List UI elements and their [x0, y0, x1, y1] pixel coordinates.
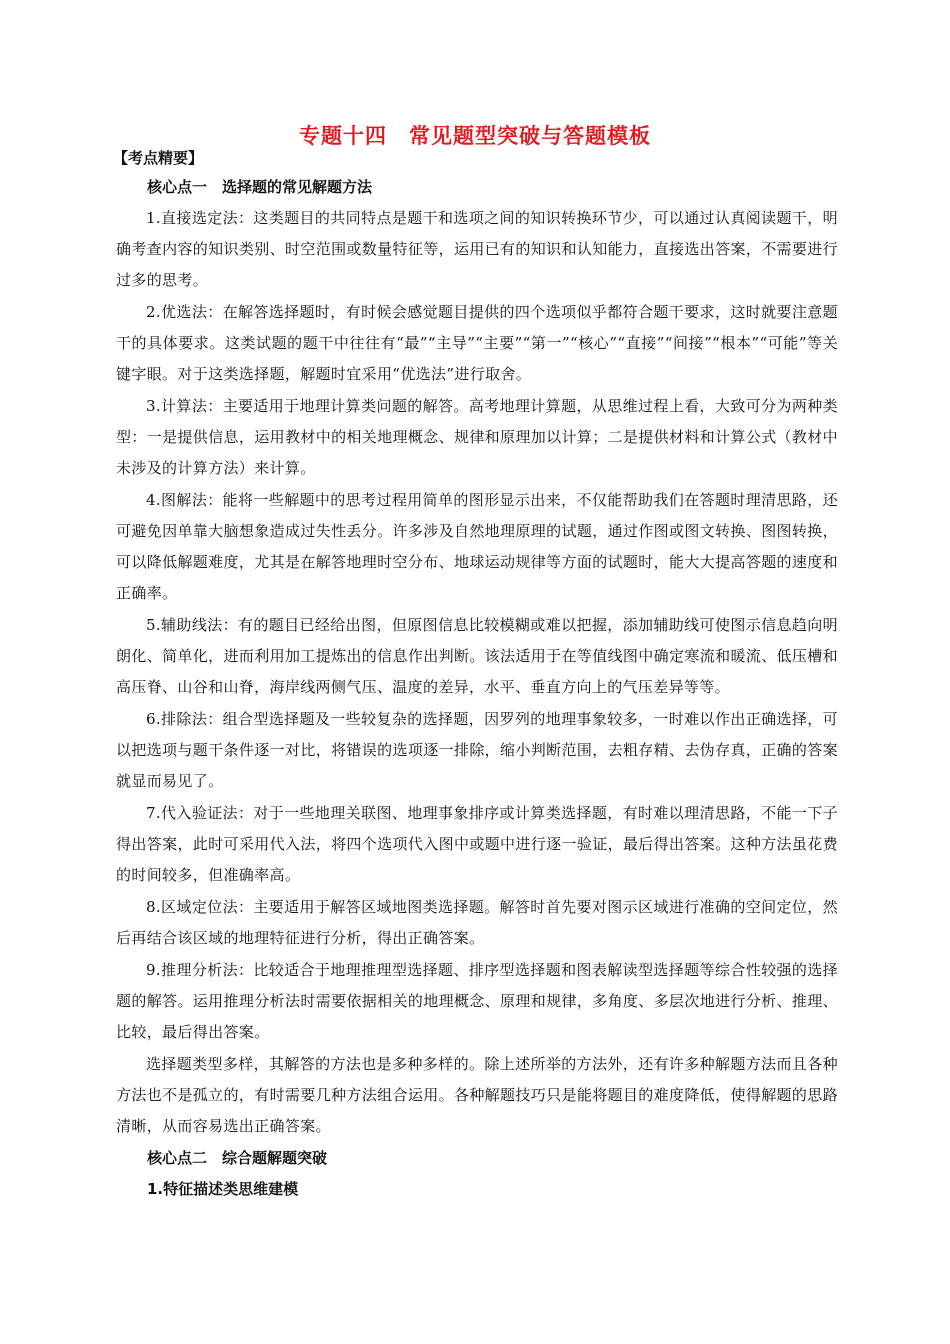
paragraph-selection-method: 2.优选法：在解答选择题时，有时候会感觉题目提供的四个选项似乎都符合题干要求，这时就要注意题干的具体要求。这类试题的题干中往往有“最”“主导”“主要”“第一”“核心”“直接”“间接”“根本”“可能”等关键字眼。对于这类选择题，解题时宜采用“优选法”进行取舍。 [116, 303, 838, 383]
paragraph-elimination-method: 6.排除法：组合型选择题及一些较复杂的选择题，因罗列的地理事象较多，一时难以作出正确选择，可以把选项与题干条件逐一对比，将错误的选项逐一排除，缩小判断范围，去粗存精、去伪存真，正确的答案就显而易见了。 [116, 710, 838, 790]
paragraph-regional-location-method: 8.区域定位法：主要适用于解答区域地图类选择题。解答时首先要对图示区域进行准确的空间定位，然后再结合该区域的地理特征进行分析，得出正确答案。 [116, 898, 838, 947]
page-title: 专题十四 常见题型突破与答题模板 [299, 124, 651, 148]
paragraph-calculation-method: 3.计算法：主要适用于地理计算类问题的解答。高考地理计算题，从思维过程上看，大致可分为两种类型：一是提供信息，运用教材中的相关地理概念、规律和原理加以计算；二是提供材料和计算公式（教材中未涉及的计算方法）来计算。 [116, 397, 838, 477]
paragraph-summary: 选择题类型多样，其解答的方法也是多种多样的。除上述所举的方法外，还有许多种解题方法而且各种方法也不是孤立的，有时需要几种方法组合运用。各种解题技巧只是能将题目的难度降低，使得解题的思路清晰，从而容易选出正确答案。 [116, 1055, 838, 1135]
core-heading-1: 核心点一 选择题的常见解题方法 [147, 178, 373, 196]
paragraph-reasoning-method: 9.推理分析法：比较适合于地理推理型选择题、排序型选择题和图表解读型选择题等综合性较强的选择题的解答。运用推理分析法时需要依据相关的地理概念、原理和规律，多角度、多层次地进行分析、推理、比较，最后得出答案。 [116, 961, 838, 1041]
paragraph-auxiliary-line-method: 5.辅助线法：有的题目已经给出图，但原图信息比较模糊或难以把握，添加辅助线可使图示信息趋向明朗化、简单化，进而利用加工提炼出的信息作出判断。该法适用于在等值线图中确定寒流和暖流、低压槽和高压脊、山谷和山脊，海岸线两侧气压、温度的差异，水平、垂直方向上的气压差异等等。 [116, 616, 838, 696]
paragraph-substitution-method: 7.代入验证法：对于一些地理关联图、地理事象排序或计算类选择题，有时难以理清思路，不能一下子得出答案，此时可采用代入法，将四个选项代入图中或题中进行逐一验证，最后得出答案。这种方法虽花费的时间较多，但准确率高。 [116, 804, 838, 884]
paragraph-diagram-method: 4.图解法：能将一些解题中的思考过程用简单的图形显示出来，不仅能帮助我们在答题时理清思路，还可避免因单靠大脑想象造成过失性丢分。许多涉及自然地理原理的试题，通过作图或图文转换、图图转换，可以降低解题难度，尤其是在解答地理时空分布、地球运动规律等方面的试题时，能大大提高答题的速度和正确率。 [116, 491, 838, 602]
subheading-feature-description: 1.特征描述类思维建模 [147, 1180, 299, 1198]
paragraph-direct-method: 1.直接选定法：这类题目的共同特点是题干和选项之间的知识转换环节少，可以通过认真阅读题干，明确考查内容的知识类别、时空范围或数量特征等，运用已有的知识和认知能力，直接选出答案，不需要进行过多的思考。 [116, 209, 838, 289]
document-body [116, 172, 838, 1205]
core-heading-2: 核心点二 综合题解题突破 [147, 1149, 328, 1167]
section-tag: 【考点精要】 [113, 149, 204, 167]
